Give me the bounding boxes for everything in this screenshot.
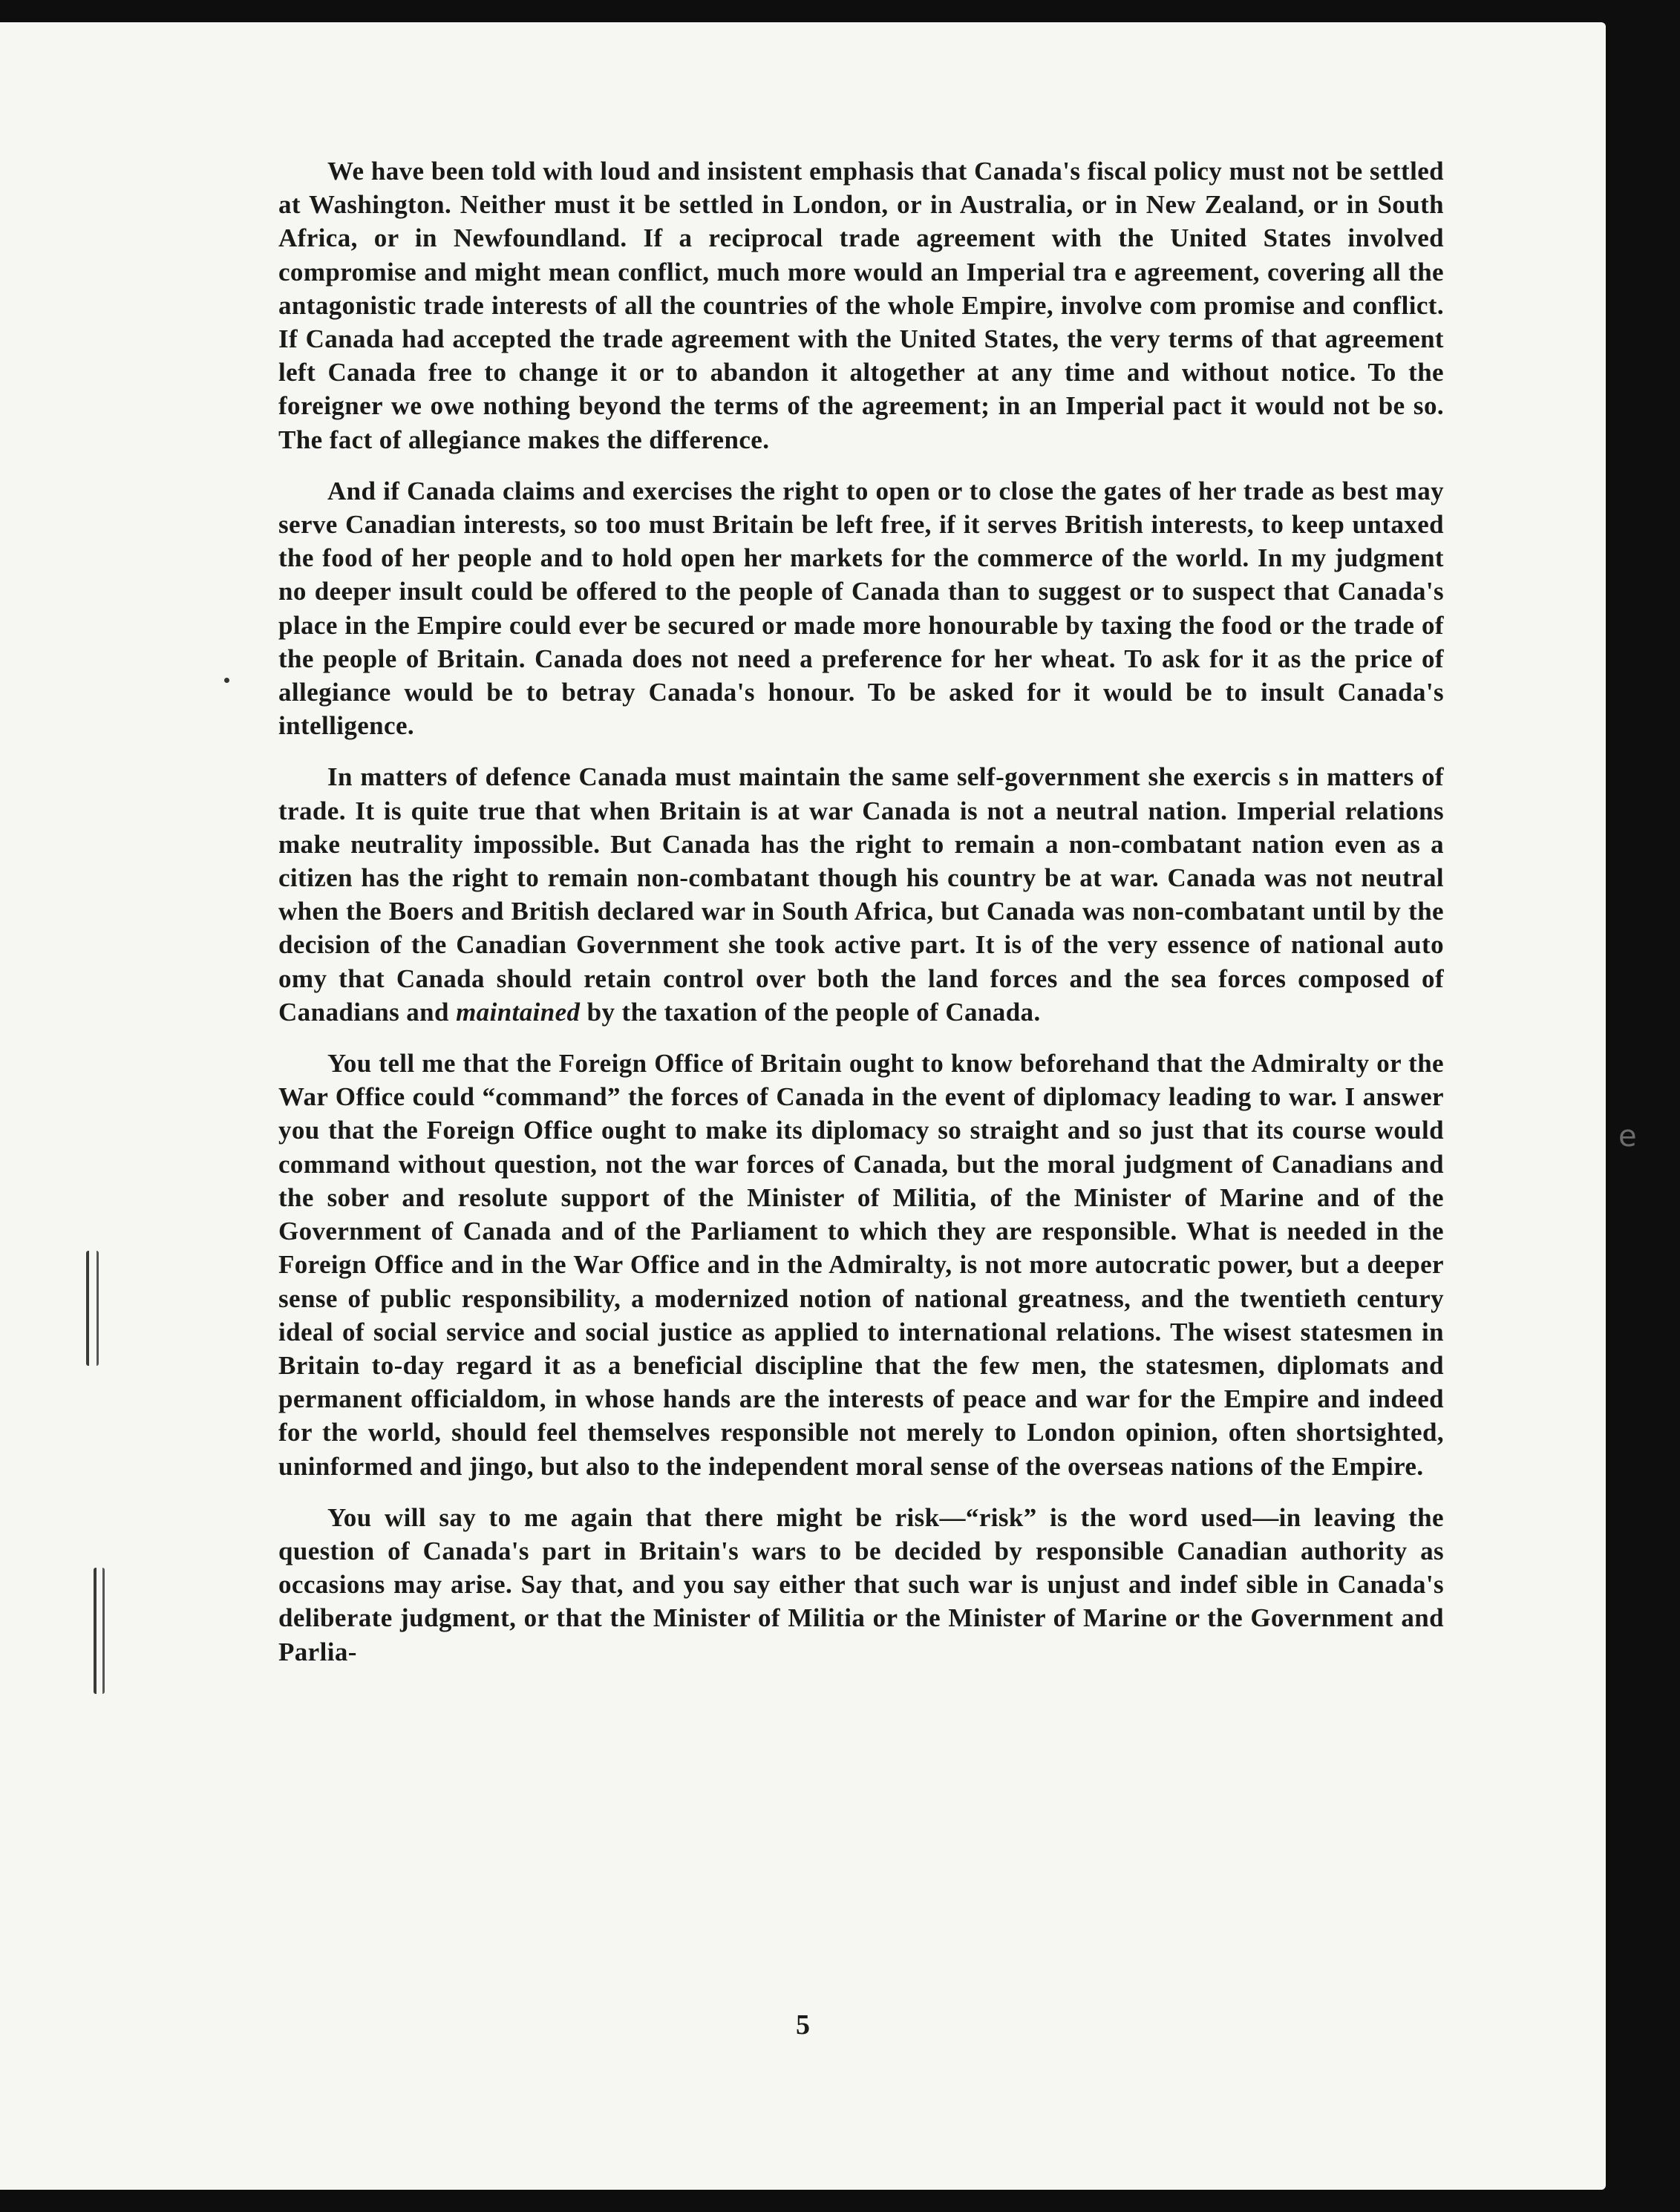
paragraph-defence-text: In matters of defence Canada must maintain the same self-government she exercis s in matters of trade. It is quite true that when Britain is at war Canada is not a neutral nation. Imperial relations make neutrality impossible. But Canada has the right to remain a non-combatant nation even as a citizen has the right to remain non-combatant though his country be at war. Canada was not neutral when the Boers and British declared war in South Africa, but Canada was non-combatant until by the decision of the Canadian Government she took active part. It is of the very essence of national auto omy that Canada should retain control over both the land forces and the sea forces composed of Canadians and: [278, 762, 1444, 1027]
binding-mark-upper: [86, 1251, 99, 1366]
paragraph-trade-gates: And if Canada claims and exercises the right to open or to close the gates of her trade as best may serve Canadian interests, so too must Britain be left free, if it serves British interests, to keep untaxed the food of her people and to hold open her markets for the commerce of the world. In my judgment no deeper insult could be offered to the people of Canada than to suggest or to suspect that Canada's place in the Empire could ever be secured or made more honourable by taxing the food or the trade of the people of Britain. Canada does not need a preference for her wheat. To ask for it as the price of allegiance would be to betray Canada's honour. To be asked for it would be to insult Canada's intelligence.: [278, 476, 1444, 741]
ink-speck: [224, 678, 229, 683]
binding-mark-lower: [94, 1568, 105, 1694]
paragraph-defence: [278, 760, 1444, 1029]
paragraph-risk: You will say to me again that there might be risk—“risk” is the word used—in leaving the question of Canada's part in Britain's wars to be decided by responsible Canadian authority as occasions may arise. Say that, and you say either that such war is unjust and indef sible in Canada's deliberate judgment, or that the Minister of Militia or the Minister of Marine or the Government and Parlia-: [278, 1502, 1444, 1666]
paragraph-defence-tail: by the taxation of the people of Canada.: [586, 997, 1041, 1027]
paragraph-foreign-office: You tell me that the Foreign Office of Britain ought to know beforehand that the Admiralty or the War Office could “command” the forces of Canada in the event of diplomacy leading to war. I answer you that the Foreign Office ought to make its diplomacy so straight and so just that its course would command without question, not the war forces of Canada, but the moral judgment of Canadians and the sober and resolute support of the Minister of Militia, of the Minister of Marine and of the Government of Canada and of the Parliament to which they are responsible. What is needed in the Foreign Office and in the War Office and in the Admiralty, is not more autocratic power, but a deeper sense of public responsibility, a modernized notion of national greatness, and the twentieth century ideal of social service and social justice as applied to international relations. The wisest statesmen in Britain to-day regard it as a beneficial discipline that the few men, the statesmen, diplomats and permanent officialdom, in whose hands are the interests of peace and war for the Empire and indeed for the world, should feel themselves responsible not merely to London opinion, often shortsighted, uninformed and jingo, but also to the independent moral sense of the overseas nations of the Empire.: [278, 1049, 1444, 1481]
body-text: [278, 154, 1444, 1686]
margin-artifact-letter: e: [1618, 1119, 1637, 1154]
emphasis-maintained: maintained: [456, 997, 581, 1027]
paragraph-fiscal-policy: We have been told with loud and insistent emphasis that Canada's fiscal policy must not be settled at Washington. Neither must it be settled in London, or in Australia, or in New Zealand, or in South Africa, or in Newfoundland. If a reciprocal trade agreement with the United States involved compromise and might mean conflict, much more would an Imperial tra e agreement, covering all the antagonistic trade interests of all the countries of the whole Empire, involve com promise and conflict. If Canada had accepted the trade agreement with the United States, the very terms of that agreement left Canada free to change it or to abandon it altogether at any time and without notice. To the foreigner we owe nothing beyond the terms of the agreement; in an Imperial pact it would not be so. The fact of allegiance makes the difference.: [278, 157, 1444, 454]
page-number: 5: [796, 2009, 810, 2041]
document-page: [0, 22, 1606, 2190]
